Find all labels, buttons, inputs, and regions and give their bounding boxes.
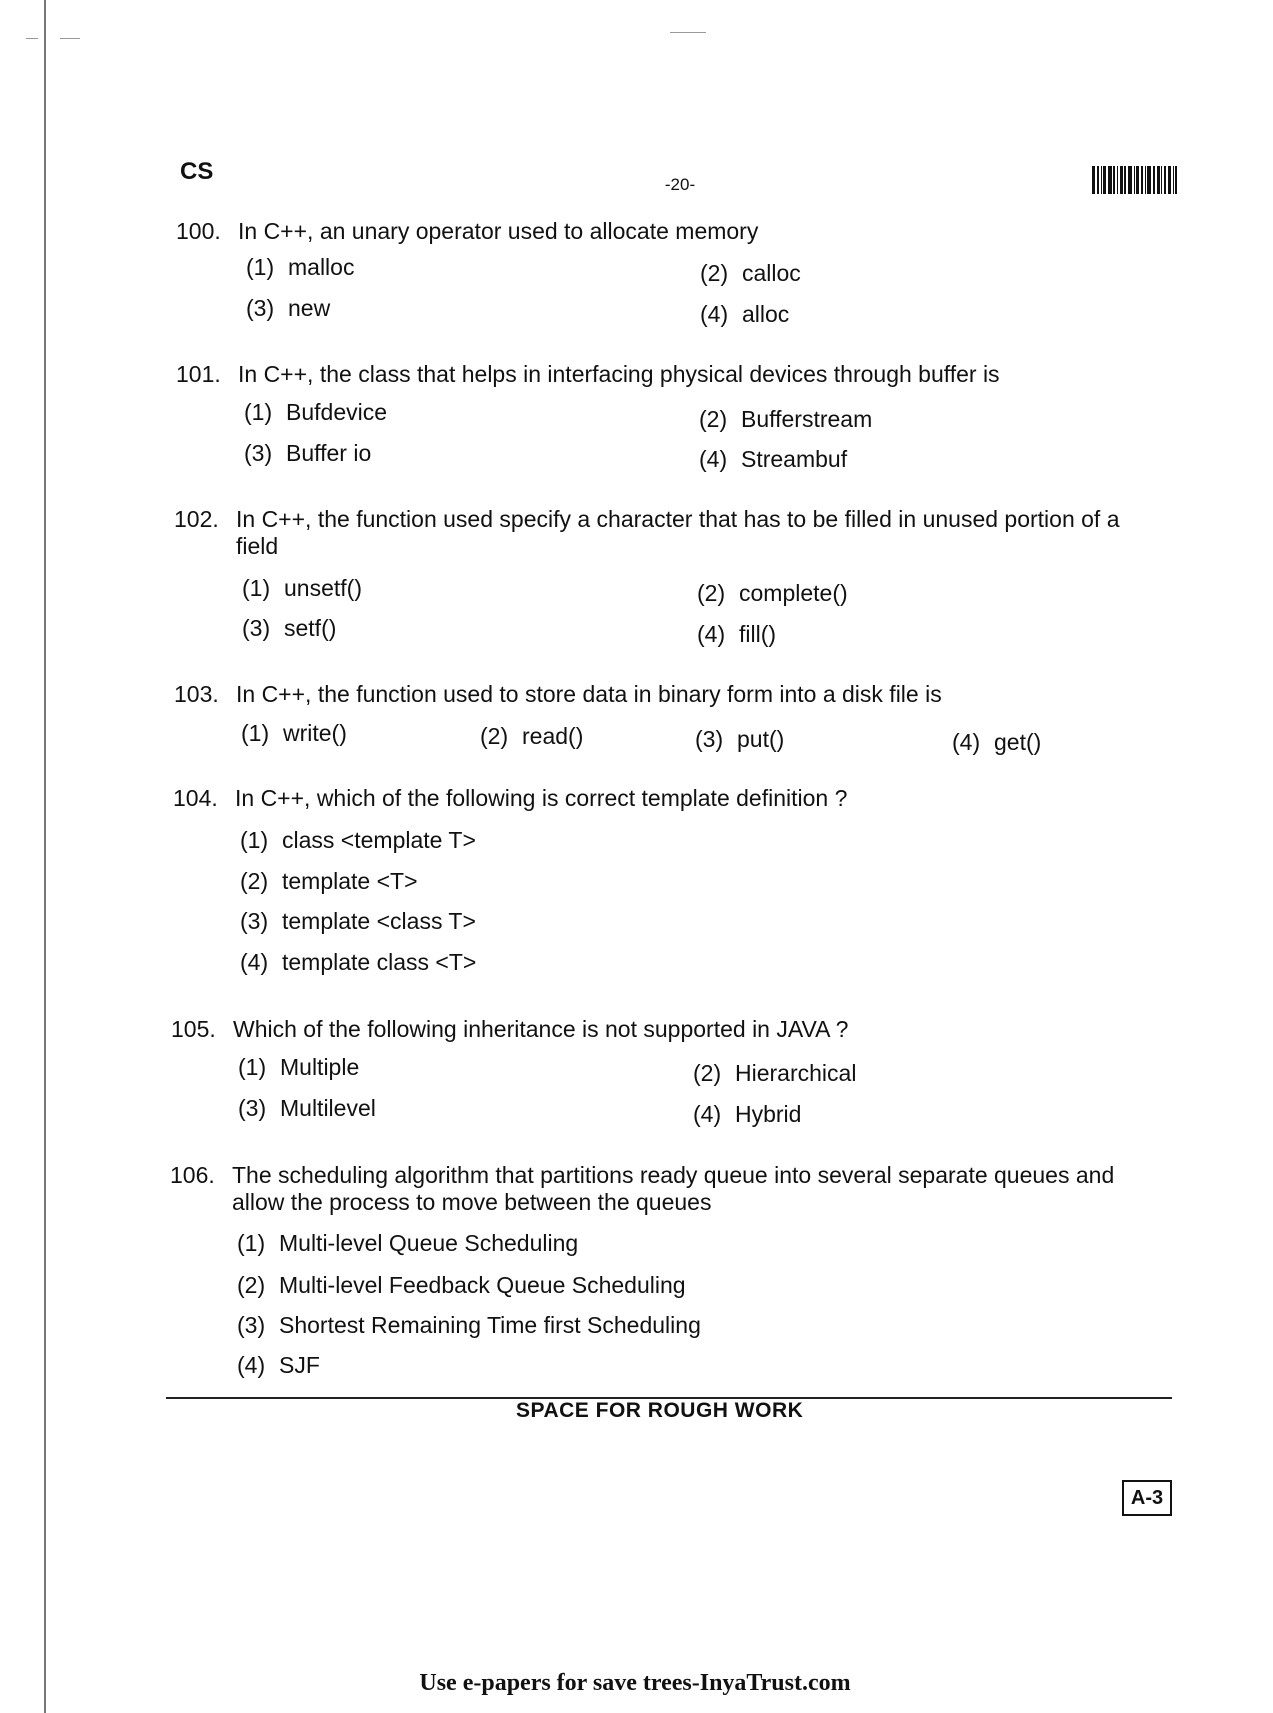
option-3: (3) Shortest Remaining Time first Scheduling — [237, 1312, 701, 1338]
option-3: (3) new — [246, 295, 331, 321]
question-text: In C++, the function used to store data in binary form into a disk file is — [236, 681, 942, 707]
option-2: (2) Bufferstream — [699, 406, 873, 432]
option-2: (2) Multi-level Feedback Queue Scheduling — [237, 1272, 686, 1298]
booklet-series-box: A-3 — [1122, 1480, 1172, 1516]
option-4: (4) Hybrid — [693, 1101, 802, 1127]
option-2: (2) Hierarchical — [693, 1060, 857, 1086]
option-4: (4) template class <T> — [240, 949, 477, 975]
option-3: (3) template <class T> — [240, 908, 476, 934]
option-4: (4) fill() — [697, 621, 777, 647]
option-2: (2) read() — [480, 723, 584, 749]
option-1: (1) class <template T> — [240, 827, 476, 853]
subject-code: CS — [180, 158, 214, 185]
scan-artifact — [670, 32, 706, 33]
question-text: The scheduling algorithm that partitions ready queue into several separate queues and allow the process to move between the queues — [232, 1162, 1115, 1215]
rough-work-label: SPACE FOR ROUGH WORK — [516, 1399, 804, 1422]
question-number: 102. — [174, 506, 219, 532]
question-text: In C++, the class that helps in interfacing physical devices through buffer is — [238, 361, 1000, 387]
barcode — [1092, 166, 1188, 194]
page-number: -20- — [664, 175, 696, 194]
option-3: (3) put() — [695, 726, 785, 752]
question-number: 103. — [174, 681, 219, 707]
question-number: 106. — [170, 1162, 215, 1188]
question-text: In C++, which of the following is correct template definition ? — [235, 785, 848, 811]
question-text: In C++, an unary operator used to allocate memory — [238, 218, 759, 244]
scan-artifact — [60, 38, 80, 39]
option-4: (4) SJF — [237, 1352, 320, 1378]
option-1: (1) Multiple — [238, 1054, 360, 1080]
question-number: 105. — [171, 1016, 216, 1042]
option-1: (1) malloc — [246, 254, 355, 280]
question-number: 100. — [176, 218, 221, 244]
option-4: (4) Streambuf — [699, 446, 848, 472]
page-left-border — [44, 0, 46, 1713]
option-2: (2) calloc — [700, 260, 801, 286]
footer-text: Use e-papers for save trees-InyaTrust.com — [419, 1670, 851, 1696]
option-2: (2) complete() — [697, 580, 848, 606]
option-1: (1) unsetf() — [242, 575, 362, 601]
question-text: Which of the following inheritance is not supported in JAVA ? — [233, 1016, 849, 1042]
option-2: (2) template <T> — [240, 868, 418, 894]
option-3: (3) Multilevel — [238, 1095, 376, 1121]
option-3: (3) Buffer io — [244, 440, 372, 466]
option-4: (4) alloc — [700, 301, 790, 327]
option-4: (4) get() — [952, 729, 1042, 755]
option-1: (1) Multi-level Queue Scheduling — [237, 1230, 579, 1256]
scan-artifact — [26, 38, 38, 39]
question-number: 101. — [176, 361, 221, 387]
option-1: (1) Bufdevice — [244, 399, 388, 425]
question-text: In C++, the function used specify a character that has to be filled in unused portion of a field — [236, 506, 1120, 559]
option-1: (1) write() — [241, 720, 347, 746]
question-number: 104. — [173, 785, 218, 811]
option-3: (3) setf() — [242, 615, 337, 641]
